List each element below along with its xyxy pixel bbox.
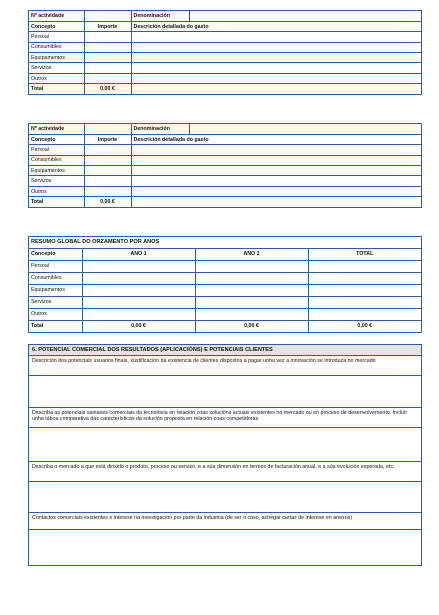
grand-total: 0,00 € — [308, 320, 421, 332]
description-field[interactable] — [131, 63, 421, 73]
answer-competitive-advantages[interactable] — [29, 428, 421, 462]
year1-field[interactable] — [82, 260, 195, 272]
amount-header: Importe — [84, 134, 131, 144]
total-field[interactable] — [308, 296, 421, 308]
answer-commercial-contacts[interactable] — [29, 530, 421, 566]
summary-concept-header: Concepto — [29, 248, 82, 260]
year2-field[interactable] — [195, 272, 308, 284]
question-commercial-contacts: Contactos comerciais existentes e interese na investigación por parte da industria (de ser o caso, achegar cartas de interese en anexos) — [29, 513, 421, 530]
total-description — [131, 197, 421, 207]
description-header: Descrición detallada do gasto — [131, 21, 421, 31]
concept-header: Concepto — [29, 134, 84, 144]
year2-field[interactable] — [195, 284, 308, 296]
total-field[interactable] — [308, 284, 421, 296]
description-field[interactable] — [131, 186, 421, 196]
summary-row-label: Equipamentos — [29, 284, 82, 296]
year1-header: ANO 1 — [82, 248, 195, 260]
year2-header: ANO 2 — [195, 248, 308, 260]
answer-end-users[interactable] — [29, 376, 421, 408]
summary-total-label: Total — [29, 320, 82, 332]
description-field[interactable] — [131, 176, 421, 186]
description-field[interactable] — [131, 166, 421, 176]
summary-row-label: Outros — [29, 308, 82, 320]
amount-field[interactable] — [84, 186, 131, 196]
description-field[interactable] — [131, 42, 421, 52]
row-label: Consumibles — [29, 42, 84, 52]
amount-field[interactable] — [84, 63, 131, 73]
activity-number-field[interactable] — [84, 11, 131, 21]
total-label: Total — [29, 84, 84, 94]
summary-row-label: Servizos — [29, 296, 82, 308]
row-label: Outros — [29, 73, 84, 83]
activity-table-2 — [29, 124, 421, 207]
denomination-label: Denominación — [131, 11, 189, 21]
amount-header: Importe — [84, 21, 131, 31]
row-label: Servizos — [29, 63, 84, 73]
total-field[interactable] — [308, 308, 421, 320]
denomination-field[interactable] — [189, 11, 421, 21]
year1-total: 0,00 € — [82, 320, 195, 332]
year2-field[interactable] — [195, 308, 308, 320]
row-label: Persoal — [29, 32, 84, 42]
amount-field[interactable] — [84, 32, 131, 42]
description-field[interactable] — [131, 155, 421, 165]
year2-total: 0,00 € — [195, 320, 308, 332]
row-label: Consumibles — [29, 155, 84, 165]
question-target-market: Describa o mercado a que está dirixido o produto, proceso ou servizo, e a súa dimensión en termos de facturación anual, e a súa evolución esperada, etc. — [29, 462, 421, 482]
total-header: TOTAL — [308, 248, 421, 260]
denomination-field[interactable] — [189, 124, 421, 134]
total-field[interactable] — [308, 260, 421, 272]
description-header: Descrición detallada do gasto — [131, 134, 421, 144]
summary-row-label: Consumibles — [29, 272, 82, 284]
year1-field[interactable] — [82, 308, 195, 320]
activity-number-label: Nº actividade — [29, 124, 84, 134]
year1-field[interactable] — [82, 296, 195, 308]
activity-block-2 — [28, 123, 422, 208]
row-label: Outros — [29, 186, 84, 196]
amount-field[interactable] — [84, 176, 131, 186]
description-field[interactable] — [131, 32, 421, 42]
summary-title: RESUMO GLOBAL DO ORZAMENTO POR ANOS — [29, 237, 421, 248]
amount-field[interactable] — [84, 73, 131, 83]
summary-row-label: Persoal — [29, 260, 82, 272]
budget-summary-block — [28, 236, 422, 333]
description-field[interactable] — [131, 73, 421, 83]
section-6-title: 6. POTENCIAL COMERCIAL DOS RESULTADOS (APLICACIÓNS) E POTENCIAIS CLIENTES — [29, 345, 421, 356]
total-description — [131, 84, 421, 94]
amount-field[interactable] — [84, 42, 131, 52]
activity-table-1 — [29, 11, 421, 94]
activity-number-field[interactable] — [84, 124, 131, 134]
row-label: Equipamentos — [29, 53, 84, 63]
total-value: 0,00 € — [84, 84, 131, 94]
row-label: Servizos — [29, 176, 84, 186]
concept-header: Concepto — [29, 21, 84, 31]
description-field[interactable] — [131, 145, 421, 155]
budget-summary-table — [29, 237, 421, 332]
year1-field[interactable] — [82, 284, 195, 296]
total-label: Total — [29, 197, 84, 207]
activity-number-label: Nº actividade — [29, 11, 84, 21]
answer-target-market[interactable] — [29, 482, 421, 513]
question-competitive-advantages: Describa as potenciais vantaxes comerciais da tecnoloxía en relación coas solucións actuais existentes no mercado ou en proceso de desenvolvemento. Incluír unha táboa comparativa das características da solución proposta en relación coas competidoras — [29, 408, 421, 428]
question-end-users: Descrición dos potenciais usuarios finais, xustificación da existencia de clientes dispostos a pagar unha vez a innovación se introduza no mercado — [29, 356, 421, 376]
description-field[interactable] — [131, 53, 421, 63]
year1-field[interactable] — [82, 272, 195, 284]
section-6-block — [28, 344, 422, 566]
denomination-label: Denominación — [131, 124, 189, 134]
activity-block-1 — [28, 10, 422, 95]
amount-field[interactable] — [84, 53, 131, 63]
year2-field[interactable] — [195, 296, 308, 308]
year2-field[interactable] — [195, 260, 308, 272]
row-label: Persoal — [29, 145, 84, 155]
amount-field[interactable] — [84, 166, 131, 176]
total-field[interactable] — [308, 272, 421, 284]
amount-field[interactable] — [84, 155, 131, 165]
total-value: 0,00 € — [84, 197, 131, 207]
row-label: Equipamentos — [29, 166, 84, 176]
amount-field[interactable] — [84, 145, 131, 155]
